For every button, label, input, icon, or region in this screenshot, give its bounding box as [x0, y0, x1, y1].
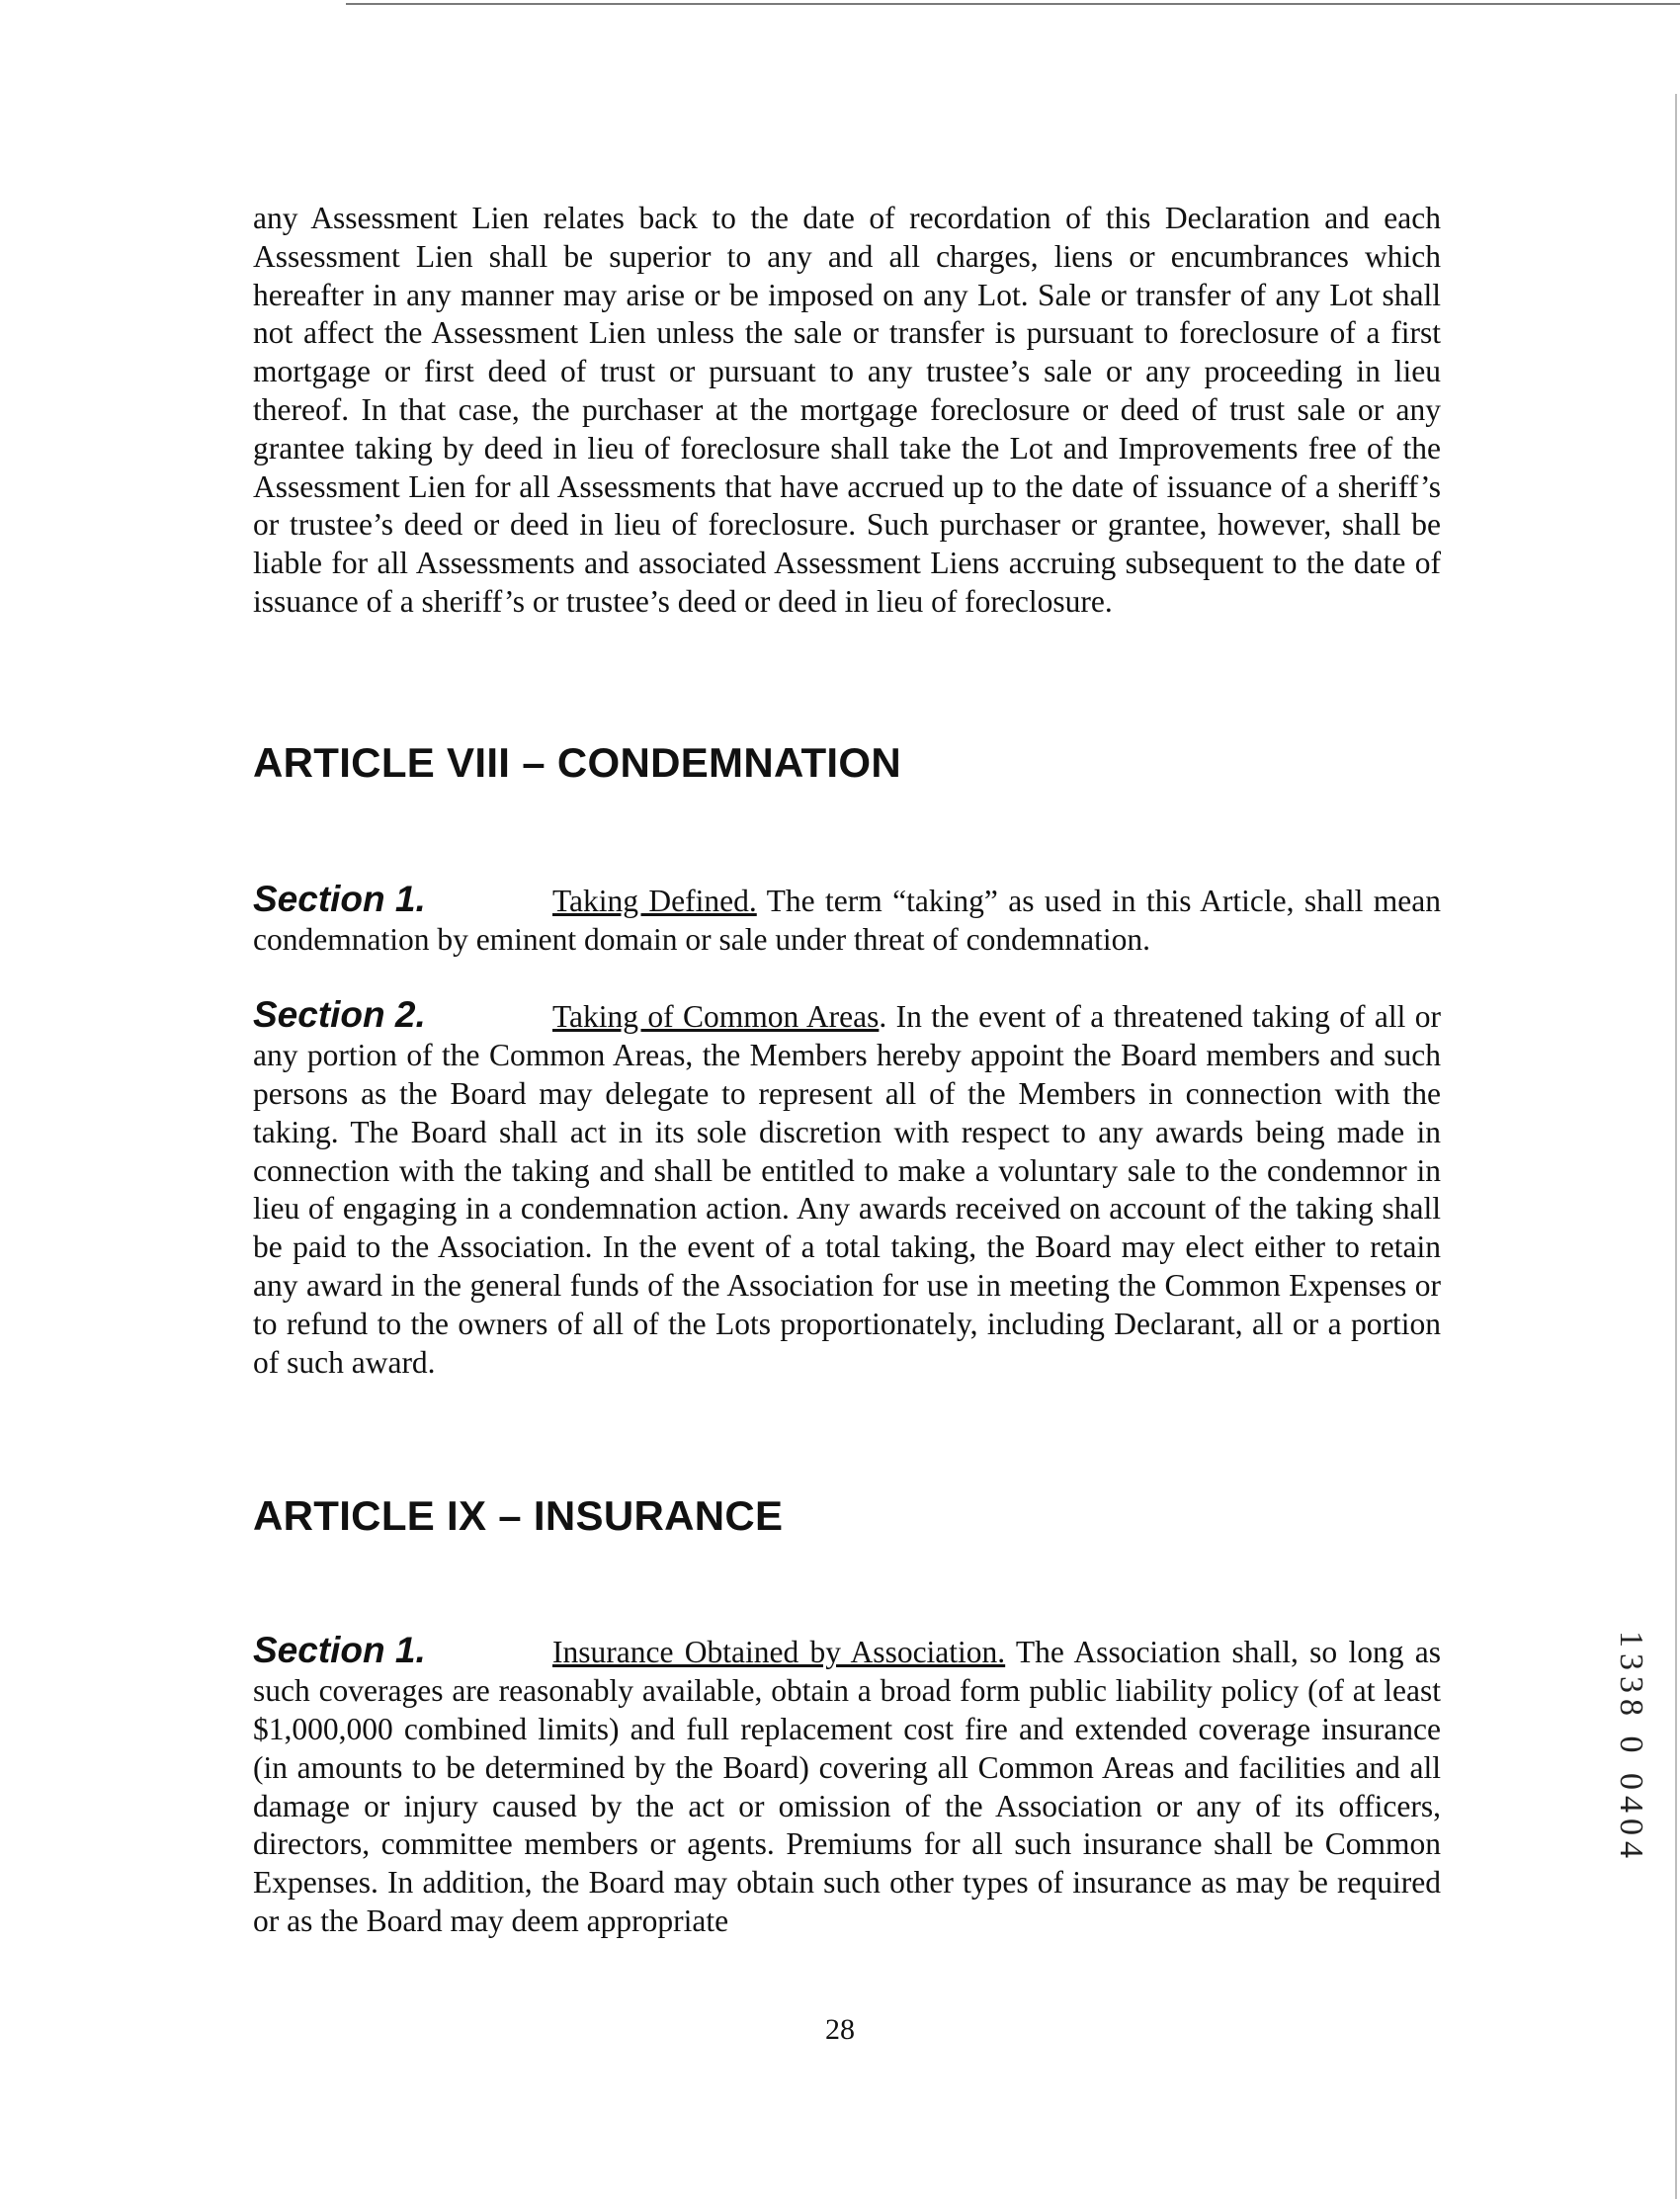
- section-title: Insurance Obtained by Association.: [552, 1635, 1006, 1670]
- article-viii-section-2: [253, 996, 1441, 1382]
- section-title: Taking of Common Areas: [552, 999, 880, 1035]
- page-number: 28: [825, 2013, 855, 2046]
- section-label: Section 2.: [253, 994, 426, 1036]
- intro-paragraph: any Assessment Lien relates back to the date of recordation of this Declaration and each Assessment Lien shall be superior to any and all charges, liens or encumbrances which hereafter in any manner may arise or be imposed on any Lot. Sale or transfer of any Lot shall not affect the Assessment Lien unless the sale or transfer is pursuant to foreclosure of a first mortgage or first deed of trust or pursuant to any trustee’s sale or any proceeding in lieu thereof. In that case, the purchaser at the mortgage foreclosure or deed of trust sale or any grantee taking by deed in lieu of foreclosure shall take the Lot and Improvements free of the Assessment Lien for all Assessments that have accrued up to the date of issuance of a sheriff’s or trustee’s deed or deed in lieu of foreclosure. Such purchaser or grantee, however, shall be liable for all Assessments and associated Assessment Liens accruing subsequent to the date of issuance of a sheriff’s or trustee’s deed or deed in lieu of foreclosure.: [253, 201, 1441, 619]
- scan-right-edge: [1675, 94, 1677, 2199]
- section-label: Section 1.: [253, 878, 426, 919]
- section-title: Taking Defined.: [552, 883, 757, 918]
- section-label: Section 1.: [253, 1630, 426, 1671]
- section-text: The Association shall, so long as such coverages are reasonably available, obtain a broad form public liability policy (of at least $1,000,000 combined limits) and full replacement cost fire and extended coverage insurance (in amounts to be determined by the Board) covering all Common Areas and facilities and all damage or injury caused by the act or omission of the Association or any of its officers, directors, committee members or agents. Premiums for all such insurance shall be Common Expenses. In addition, the Board may obtain such other types of insurance as may be required or as the Board may deem appropriate: [253, 1635, 1441, 1938]
- document-page: [253, 200, 1441, 1941]
- scan-top-edge: [346, 3, 1680, 5]
- article-ix-section-1: [253, 1632, 1441, 1940]
- article-ix-heading: ARTICLE IX – INSURANCE: [253, 1492, 784, 1540]
- article-viii-heading: ARTICLE VIII – CONDEMNATION: [253, 738, 902, 786]
- section-text: The term “taking” as used in this Article, shall mean condemnation by eminent domain or sale under threat of condemnation.: [253, 883, 1441, 957]
- recording-stamp: [1606, 1589, 1655, 1905]
- section-text: . In the event of a threatened taking of all or any portion of the Common Areas, the Members hereby appoint the Board members and such persons as the Board may delegate to represent all of the Members in connection with the taking. The Board shall act in its sole discretion with respect to any awards being made in connection with the taking and shall be entitled to make a voluntary sale to the condemnor in lieu of engaging in a condemnation action. Any awards received on account of the taking shall be paid to the Association. In the event of a total taking, the Board may elect either to retain any award in the general funds of the Association for use in meeting the Common Expenses or to refund to the owners of all of the Lots proportionately, including Declarant, all or a portion of such award.: [253, 999, 1442, 1380]
- recording-stamp-text: 1338 0 0404: [1613, 1631, 1649, 1864]
- article-viii-section-1: [253, 878, 1441, 960]
